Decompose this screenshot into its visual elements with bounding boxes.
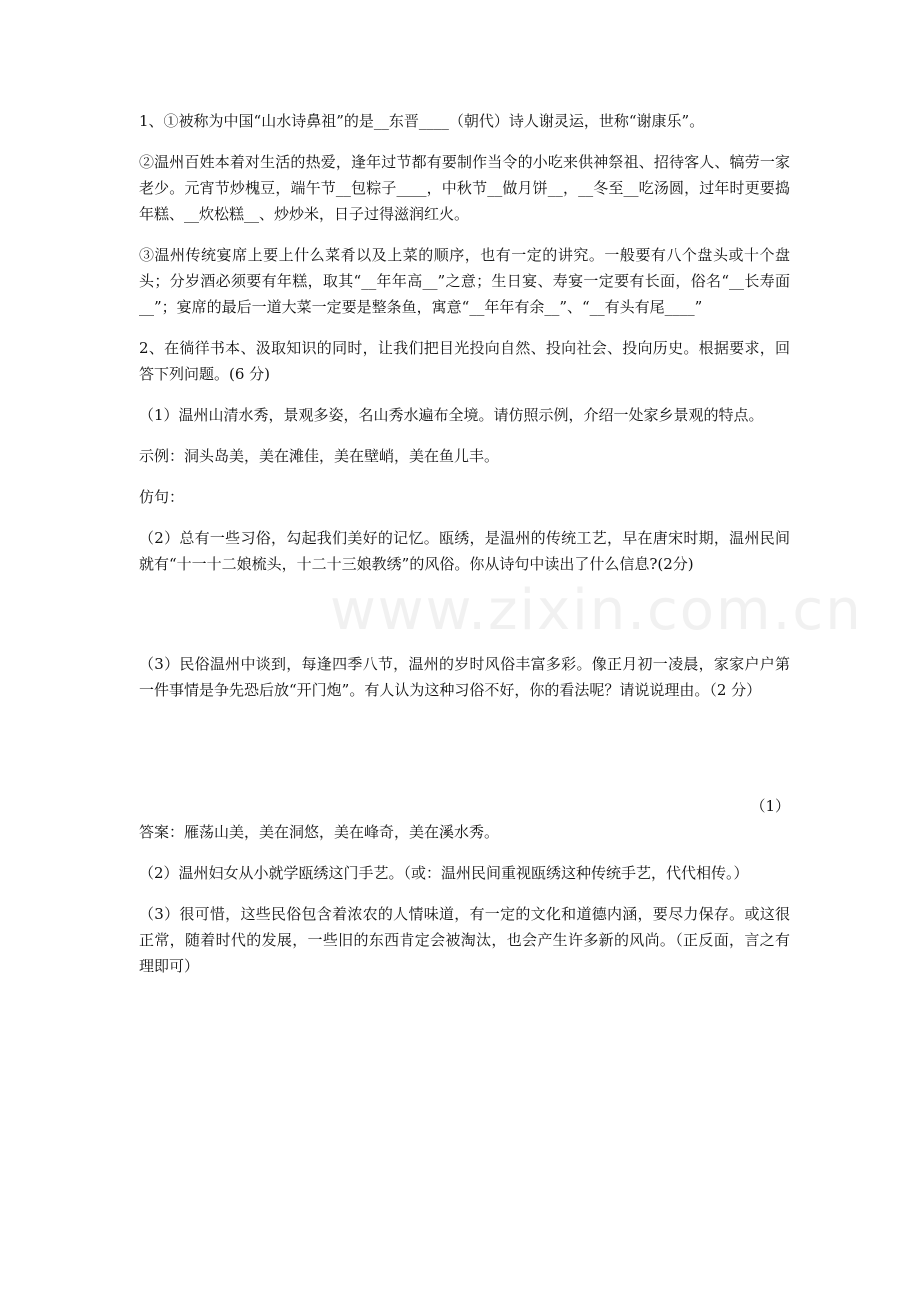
question-1-part-3: ③温州传统宴席上要上什么菜肴以及上菜的顺序，也有一定的讲究。一般要有八个盘头或十个盘头；分岁酒必须要有年糕，取其“__年年高__”之意；生日宴、寿宴一定要有长面，俗名“__长寿面__”；宴席的最后一道大菜一定要是整条鱼，寓意“__年年有余__”、“__有头有尾____” <box>139 246 790 316</box>
question-2-sub-2: （2）总有一些习俗，勾起我们美好的记忆。瓯绣，是温州的传统工艺，早在唐宋时期，温州民间就有“十一十二娘梳头，十二十三娘教绣”的风俗。你从诗句中读出了什么信息?(2分) <box>139 529 790 573</box>
watermark: www.zixin.com.cn <box>330 578 863 643</box>
imitate-label: 仿句： <box>139 488 185 506</box>
question-2-intro: 2、在徜徉书本、汲取知识的同时，让我们把目光投向自然、投向社会、投向历史。根据要求，回答下列问题。(6 分) <box>139 339 790 383</box>
document-body <box>139 108 790 979</box>
answer-2: （2）温州妇女从小就学瓯绣这门手艺。（或：温州民间重视瓯绣这种传统手艺，代代相传。） <box>139 864 749 882</box>
answer-3: （3）很可惜，这些民俗包含着浓农的人情味道，有一定的文化和道德内涵，要尽力保存。或这很正常，随着时代的发展，一些旧的东西肯定会被淘汰，也会产生许多新的风尚。（正反面，言之有理即可） <box>139 905 790 975</box>
answer-number-1: （1） <box>750 797 790 815</box>
example-sentence: 示例：洞头岛美，美在滩佳，美在壁峭，美在鱼儿丰。 <box>139 447 500 465</box>
question-1-part-1: 1、①被称为中国“山水诗鼻祖”的是__东晋____（朝代）诗人谢灵运，世称“谢康乐”。 <box>139 112 705 130</box>
question-2-sub-1: （1）温州山清水秀，景观多姿，名山秀水遍布全境。请仿照示例，介绍一处家乡景观的特点。 <box>139 406 764 424</box>
question-1-part-2: ②温州百姓本着对生活的热爱，逢年过节都有要制作当令的小吃来供神祭祖、招待客人、犒劳一家老少。元宵节炒槐豆，端午节__包粽子____，中秋节__做月饼__，__冬至__吃汤圆，过年时更要捣年糕、__炊松糕__、炒炒米，日子过得滋润红火。 <box>139 153 790 223</box>
answer-1: 答案：雁荡山美，美在洞悠，美在峰奇，美在溪水秀。 <box>139 823 500 841</box>
question-2-sub-3: （3）民俗温州中谈到，每逢四季八节，温州的岁时风俗丰富多彩。像正月初一凌晨，家家户户第一件事情是争先恐后放“开门炮”。有人认为这种习俗不好，你的看法呢？请说说理由。（2 分） <box>139 655 790 699</box>
